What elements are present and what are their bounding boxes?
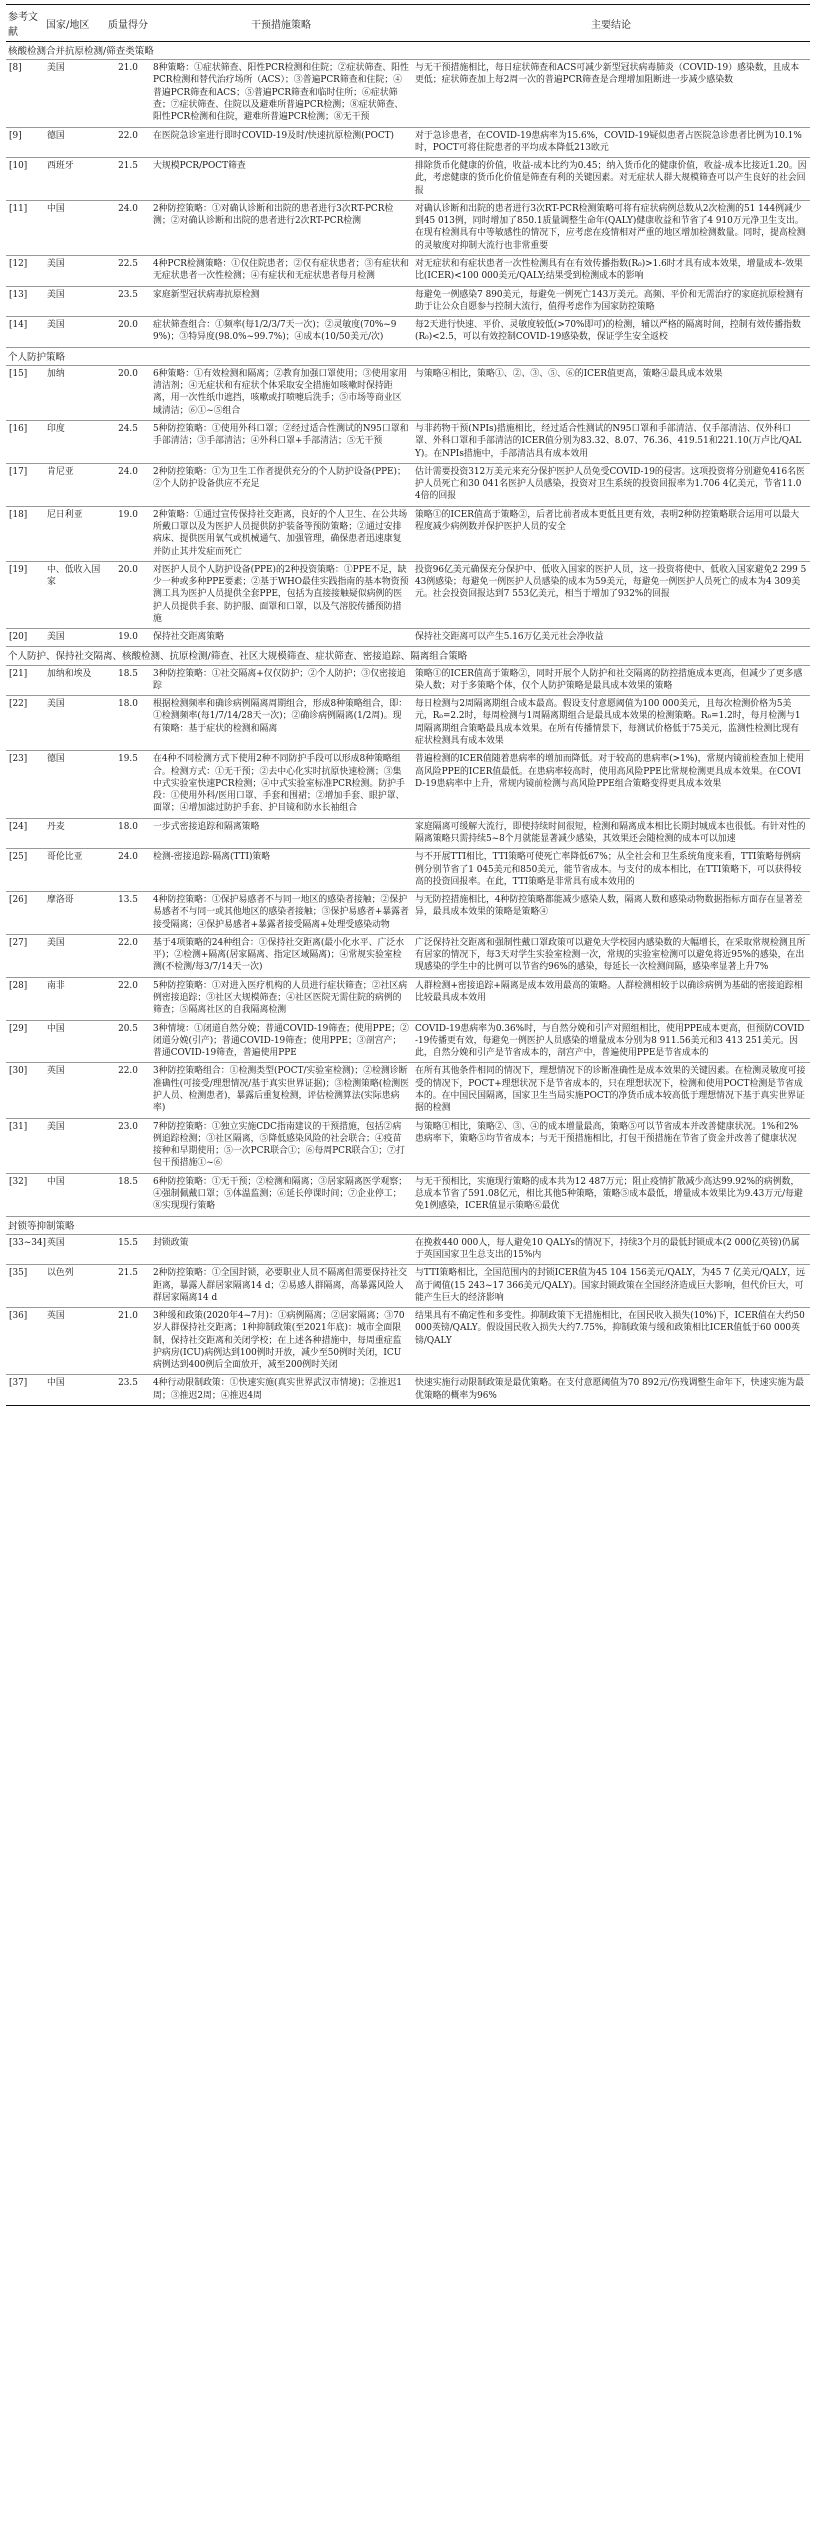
score-cell: 21.5 [106,158,150,201]
section-title: 个人防护策略 [6,347,810,365]
ref-cell: [16] [6,420,44,463]
ref-cell: [29] [6,1020,44,1063]
ref-cell: [8] [6,60,44,127]
section-title: 封锁等抑制策略 [6,1216,810,1234]
strategy-cell: 4种防控策略：①保护易感者不与同一地区的感染者接触；②保护易感者不与同一或其他地区的感染者接触；③保护易感者+暴露者接受隔离；④保护易感者+暴露者接受隔离+处理受感染动物 [150,892,412,935]
country-cell: 美国 [44,60,106,127]
conclusion-cell: 与无防控措施相比，4种防控策略都能减少感染人数，隔离人数和感染动物数据指标方面存在显著差异，最具成本效果的策略是策略④ [412,892,810,935]
score-cell: 19.0 [106,506,150,561]
table-row [6,200,810,255]
table-row [6,463,810,506]
country-cell: 摩洛哥 [44,892,106,935]
header-row [6,5,810,42]
strategy-cell: 7种防控策略：①独立实施CDC指南建议的干预措施，包括②病例追踪检测；③社区隔离，⑤降低感染风险的社会联合；④疫苗接种和早期使用；⑤一次PCR联合①；⑥每周PCR联合①；⑦打包干预措施①~⑥ [150,1118,412,1173]
conclusion-cell: 结果具有不确定性和多变性。抑制政策下无措施相比，在国民收入损失(10%)下，ICER值在大约50 000英镑/QALY。假设国民收入损失大约7.75%，抑制政策与缓和政策相比ICER值低于60 000英镑/QALY [412,1308,810,1375]
table-row [6,977,810,1020]
strategy-cell: 基于4项策略的24种组合：①保持社交距离(最小化水平、广泛水平)；②检测+隔离(居家隔离、指定区域隔离)；④常规实验室检测(不检测/每3/7/14天一次) [150,934,412,977]
table-row [6,892,810,935]
conclusion-cell: 估计需要投资312万美元来充分保护医护人员免受COVID-19的侵害。这项投资将分别避免416名医护人员死亡和30 041名医护人员感染，投资对卫生系统的投资回报率为1.706 4亿美元，节省11.04倍的回报 [412,463,810,506]
score-cell: 20.0 [106,317,150,348]
conclusion-cell: 与不开展TTI相比，TTI策略可使死亡率降低67%；从全社会和卫生系统角度来看，TTI策略每例病例分别节省了1 045美元和850美元，能节省成本。与支付的成本相比，在TTI策略下，可以获得较高的投资回报率。在此，TTI策略是非常具有成本效用的 [412,849,810,892]
table-row [6,1375,810,1406]
country-cell: 美国 [44,317,106,348]
country-cell: 英国 [44,1234,106,1265]
country-cell: 南非 [44,977,106,1020]
score-cell: 13.5 [106,892,150,935]
conclusion-cell: 快速实施行动限制政策是最优策略。在支付意愿阈值为70 892元/伤残调整生命年下，快速实施为最优策略的概率为96% [412,1375,810,1406]
conclusion-cell: 家庭隔离可缓解大流行，即使持续时间很短，检测和隔离成本相比长期封城成本也很低。有针对性的隔离策略只需持续5~8个月就能显著减少感染，其效果还会随检测的成本可以加速 [412,818,810,849]
strategy-cell: 对医护人员个人防护设备(PPE)的2种投资策略：①PPE不足，缺少一种或多种PPE要素；②基于WHO最佳实践指南的基本物资预测工具为医护人员提供全套PPE，包括为直接接触疑似病例的医护人员提供手套、防护服、面罩和口罩，以及气溶胶传播预防措施 [150,561,412,628]
table-row [6,849,810,892]
country-cell: 西班牙 [44,158,106,201]
score-cell: 21.5 [106,1265,150,1308]
strategy-cell: 2种防控策略：①全国封锁，必要职业人员不隔离但需要保持社交距离，暴露人群居家隔离14 d；②易感人群隔离，高暴露风险人群居家隔离14 d [150,1265,412,1308]
ref-cell: [22] [6,696,44,751]
score-cell: 19.5 [106,751,150,818]
strategy-cell: 8种策略：①症状筛查、阳性PCR检测和住院；②症状筛查、阳性PCR检测和替代治疗场所（ACS）；③普遍PCR筛查和住院；④普遍PCR筛查和ACS；⑤普遍PCR筛查和临时住所；⑥症状筛查；⑦症状筛查、住院以及避难所普遍PCR检测；⑧症状筛查、阳性PCR检测和住院，避难所普遍PCR检测；⑧无干预 [150,60,412,127]
score-cell: 23.0 [106,1118,150,1173]
ref-cell: [28] [6,977,44,1020]
country-cell: 加纳 [44,365,106,420]
strategy-cell: 6种策略：①有效检测和隔离；②教育加强口罩使用；③使用家用清洁剂；④无症状和有症状个体采取安全措施如咳嗽时保持距离，用一次性纸巾遮挡，咳嗽或打喷嚏后洗手；⑤市场等商业区域清洁；⑥①~⑤组合 [150,365,412,420]
conclusion-cell: 投资96亿美元确保充分保护中、低收入国家的医护人员，这一投资将使中、低收入国家避免2 299 543例感染；每避免一例医护人员感染的成本为59美元，每避免一例医护人员死亡的成本为4 309美元。社会投资回报达到7 553亿美元，相当于增加了932%的回报 [412,561,810,628]
strategy-cell: 在4种不同检测方式下使用2种不同防护手段可以形成8种策略组合。检测方式：①无干预；②去中心化实时抗原快速检测；③集中式实验室快速PCR检测；④中式实验室标准PCR检测。防护手段：①使用外科/医用口罩、手套和围裙；②增加手套、眼护罩、面罩；④增加滤过防护手套、护目镜和防水长袖组合 [150,751,412,818]
country-cell: 印度 [44,420,106,463]
conclusion-cell: 保持社交距离可以产生5.16万亿美元社会净收益 [412,629,810,647]
ref-cell: [33~34] [6,1234,44,1265]
ref-cell: [31] [6,1118,44,1173]
conclusion-cell: 与策略④相比，策略①、②、③、⑤、⑥的ICER值更高，策略④最具成本效果 [412,365,810,420]
evidence-table [6,4,810,1406]
table-row [6,1118,810,1173]
ref-cell: [21] [6,665,44,696]
strategy-cell: 3种情境：①闭道自然分娩；普通COVID-19筛查；使用PPE；②闭道分娩(引产)；普通COVID-19筛查；使用PPE；③剖宫产；普通COVID-19筛查，普遍使用PPE [150,1020,412,1063]
strategy-cell: 4种行动限制政策：①快速实施(真实世界武汉市情境)；②推迟1周；③推迟2周；④推迟4周 [150,1375,412,1406]
section-header-row [6,42,810,60]
country-cell: 丹麦 [44,818,106,849]
table-row [6,1308,810,1375]
col-header-score: 质量得分 [106,5,150,42]
table-row [6,127,810,158]
table-row [6,60,810,127]
table-row [6,158,810,201]
ref-cell: [32] [6,1173,44,1216]
conclusion-cell: 排除货币化健康的价值，收益-成本比约为0.45；纳入货币化的健康价值，收益-成本比接近1.20。因此，考虑健康的货币化价值是筛查有利的关键因素。对无症状人群大规模筛查可以产生良好的社会回报 [412,158,810,201]
score-cell: 18.0 [106,696,150,751]
table-row [6,420,810,463]
strategy-cell: 5种防控策略：①使用外科口罩；②经过适合性测试的N95口罩和手部清洁；③手部清洁；④外科口罩+手部清洁；⑤无干预 [150,420,412,463]
score-cell: 18.5 [106,1173,150,1216]
table-row [6,256,810,287]
conclusion-cell: 与TTI策略相比，全国范围内的封锁ICER值为45 104 156美元/QALY，为45 7 亿美元/QALY，远高于阈值(15 243~17 366美元/QALY)。国家封锁政策在全国经济造成巨大影响，但代价巨大，可能产生巨大的经济影响 [412,1265,810,1308]
table-row [6,286,810,317]
country-cell: 美国 [44,256,106,287]
conclusion-cell: 策略①的ICER值高于策略②，同时开展个人防护和社交隔离的防控措施成本更高，但减少了更多感染人数；对于多策略个体，仅个人防护策略是最具成本效果的策略 [412,665,810,696]
table-row [6,317,810,348]
score-cell: 18.5 [106,665,150,696]
country-cell: 中国 [44,200,106,255]
ref-cell: [19] [6,561,44,628]
table-row [6,1234,810,1265]
strategy-cell: 根据检测频率和确诊病例隔离周期组合，形成8种策略组合，即：①检测频率(每1/7/14/28天一次)；②确诊病例隔离(1/2周)。现有策略：基于症状的检测和隔离 [150,696,412,751]
col-header-conclusion: 主要结论 [412,5,810,42]
country-cell: 美国 [44,1118,106,1173]
country-cell: 以色列 [44,1265,106,1308]
ref-cell: [15] [6,365,44,420]
country-cell: 加纳和埃及 [44,665,106,696]
ref-cell: [12] [6,256,44,287]
ref-cell: [24] [6,818,44,849]
section-header-row [6,647,810,665]
score-cell: 24.5 [106,420,150,463]
country-cell: 尼日利亚 [44,506,106,561]
conclusion-cell: 普遍检测的ICER值随着患病率的增加而降低。对于较高的患病率(>1%)，常规内镜前检查加上使用高风险PPE的ICER值最低。在患病率较高时，使用高风险PPE比常规检测更具成本效果。在COVID-19患病率中上升，常规内镜前检测与高风险PPE组合策略变得更具成本效果 [412,751,810,818]
score-cell: 15.5 [106,1234,150,1265]
table-row [6,561,810,628]
ref-cell: [13] [6,286,44,317]
score-cell: 19.0 [106,629,150,647]
country-cell: 美国 [44,934,106,977]
score-cell: 24.0 [106,463,150,506]
score-cell: 18.0 [106,818,150,849]
country-cell: 美国 [44,696,106,751]
conclusion-cell: 在所有其他条件相同的情况下，理想情况下的诊断准确性是成本效果的关键因素。在检测灵敏度可接受的情况下，POCT+理想状况下是节省成本的，只在理想状况下，检测和使用POCT检测是节省成本的。在中国民国隔离，国家卫生当局实施POCT的净货币成本较高低于理想情况下基于真实世界证据的检测 [412,1063,810,1118]
country-cell: 德国 [44,751,106,818]
conclusion-cell: 广泛保持社交距离和强制性戴口罩政策可以避免大学校园内感染数的大幅增长，在采取常规检测且所有居家的情况下，每3天对学生实验室检测一次，常规的实验室检测可以避免将近95%的感染，在出现感染的学生中的比例可以节省约96%的感染，每延长一次检测间隔，感染率显著上升7% [412,934,810,977]
country-cell: 哥伦比亚 [44,849,106,892]
ref-cell: [20] [6,629,44,647]
table-row [6,934,810,977]
table-row [6,665,810,696]
section-title: 核酸检测合并抗原检测/筛查类策略 [6,42,810,60]
conclusion-cell: COVID-19患病率为0.36%时，与自然分娩和引产对照组相比，使用PPE成本更高，但预防COVID-19传播更有效，每避免一例医护人员感染的增量成本分别为8 911.56美元和3 413 251美元。因此，自然分娩和引产是节省成本的，剖宫产中，普遍使用PPE是节省成本的 [412,1020,810,1063]
strategy-cell: 2种防控策略：①为卫生工作者提供充分的个人防护设备(PPE)；②个人防护设备供应不充足 [150,463,412,506]
ref-cell: [25] [6,849,44,892]
table-row [6,629,810,647]
score-cell: 23.5 [106,1375,150,1406]
section-title: 个人防护、保持社交隔离、核酸检测、抗原检测/筛查、社区大规模筛查、症状筛查、密接追踪、隔离组合策略 [6,647,810,665]
ref-cell: [9] [6,127,44,158]
conclusion-cell: 与无干预措施相比，每日症状筛查和ACS可减少新型冠状病毒肺炎（COVID-19）感染数，且成本更低；症状筛查加上每2周一次的普遍PCR筛查是合理增加阻断进一步减少感染数 [412,60,810,127]
country-cell: 德国 [44,127,106,158]
ref-cell: [36] [6,1308,44,1375]
ref-cell: [18] [6,506,44,561]
ref-cell: [11] [6,200,44,255]
col-header-country: 国家/地区 [44,5,106,42]
section-header-row [6,1216,810,1234]
strategy-cell: 大规模PCR/POCT筛查 [150,158,412,201]
ref-cell: [17] [6,463,44,506]
strategy-cell: 5种防控策略：①对进入医疗机构的人员进行症状筛查；②社区病例密接追踪；③社区大规模筛查；④社区医院无需住院的病例的筛查；⑤隔离社区的自我隔离检测 [150,977,412,1020]
strategy-cell: 4种PCR检测策略：①仅住院患者；②仅有症状患者；③有症状和无症状患者一次性检测；④有症状和无症状患者每月检测 [150,256,412,287]
ref-cell: [35] [6,1265,44,1308]
country-cell: 中国 [44,1020,106,1063]
score-cell: 21.0 [106,60,150,127]
ref-cell: [26] [6,892,44,935]
score-cell: 22.0 [106,127,150,158]
strategy-cell: 3种防控策略：①社交隔离+仅仅防护；②个人防护；③仅密接追踪 [150,665,412,696]
score-cell: 23.5 [106,286,150,317]
strategy-cell: 检测-密接追踪-隔离(TTI)策略 [150,849,412,892]
country-cell: 肯尼亚 [44,463,106,506]
table-row [6,696,810,751]
score-cell: 22.5 [106,256,150,287]
conclusion-cell: 每避免一例感染7 890美元，每避免一例死亡143万美元。高频、平价和无需治疗的家庭抗原检测有助于让公众自愿参与控制大流行，值得考虑作为国家防控策略 [412,286,810,317]
conclusion-cell: 与无干预相比，实施现行策略的成本共为12 487万元；阻止疫情扩散减少高达99.92%的病例数，总成本节省了591.08亿元，相比其他5种策略，策略⑤成本最低，增量成本效果比为9.43万元/每避免1例感染，ICER值显示策略⑥最优 [412,1173,810,1216]
score-cell: 22.0 [106,1063,150,1118]
table-body [6,42,810,1406]
strategy-cell: 家庭新型冠状病毒抗原检测 [150,286,412,317]
ref-cell: [27] [6,934,44,977]
conclusion-cell: 对于急诊患者，在COVID-19患病率为15.6%，COVID-19疑似患者占医院急诊患者比例为10.1%时，POCT可将住院患者的平均成本降低213欧元 [412,127,810,158]
strategy-cell: 2种策略：①通过宣传保持社交距离，良好的个人卫生、在公共场所戴口罩以及为医护人员提供防护装备等预防策略；②通过安排病床、提供医用氧气或机械通气、加强管理，确保患者迅速康复并防止其并发症而死亡 [150,506,412,561]
score-cell: 22.0 [106,977,150,1020]
score-cell: 21.0 [106,1308,150,1375]
ref-cell: [37] [6,1375,44,1406]
ref-cell: [14] [6,317,44,348]
col-header-strategy: 干预措施策略 [150,5,412,42]
strategy-cell: 3种缓和政策(2020年4~7月)：①病例隔离；②居家隔离；③70岁人群保持社交距离；1种抑制政策(至2021年底)：城市全面限制，保持社交距离和关闭学校；在上述各种措施中，每周重症监护病房(ICU)病例达到100例时开放，减少至50例时关闭，ICU病例达到400例后全面放开，减至200例时关闭 [150,1308,412,1375]
table-row [6,818,810,849]
strategy-cell: 症状筛查组合：①频率(每1/2/3/7天一次)；②灵敏度(70%~99%)；③特异度(98.0%~99.7%)；④成本(10/50美元/次) [150,317,412,348]
score-cell: 24.0 [106,849,150,892]
conclusion-cell: 对确认诊断和出院的患者进行3次RT-PCR检测策略可将有症状病例总数从2次检测的51 144例减少到45 013例，同时增加了850.1质量调整生命年(QALY)健康收益和节省了4 910万元净卫生支出。在现有检测具有中等敏感性的情况下，应考虑在疫情相对严重的地区增加检测数量。同时，提高检测的灵敏度对抑制大流行也非常重要 [412,200,810,255]
conclusion-cell: 与策略①相比，策略②、③、④的成本增量最高，策略⑤可以节省成本并改善健康状况。1%和2%患病率下，策略⑤均节省成本；与无干预措施相比，打包干预措施在节省了资金并改善了健康状况 [412,1118,810,1173]
ref-cell: [30] [6,1063,44,1118]
col-header-ref: 参考文献 [6,5,44,42]
score-cell: 24.0 [106,200,150,255]
strategy-cell: 封锁政策 [150,1234,412,1265]
section-header-row [6,347,810,365]
strategy-cell: 一步式密接追踪和隔离策略 [150,818,412,849]
table-row [6,1173,810,1216]
conclusion-cell: 与非药物干预(NPIs)措施相比，经过适合性测试的N95口罩和手部清洁、仅手部清洁、仅外科口罩、外科口罩和手部清洁的ICER值分别为83.32、8.07、76.36、419.51和221.10(万卢比/QALY)。在NPIs措施中，手部清洁具有成本效用 [412,420,810,463]
score-cell: 20.0 [106,561,150,628]
country-cell: 中国 [44,1173,106,1216]
table-row [6,1020,810,1063]
strategy-cell: 保持社交距离策略 [150,629,412,647]
strategy-cell: 6种防控策略：①无干预；②检测和隔离；③居家隔离医学观察；④强制佩戴口罩；⑤体温监测；⑥延长停课时间；⑦企业停工；⑧实现现行策略 [150,1173,412,1216]
conclusion-cell: 策略①的ICER值高于策略②，后者比前者成本更低且更有效，表明2种防控策略联合运用可以最大程度减少病例数并保护医护人员的安全 [412,506,810,561]
score-cell: 20.0 [106,365,150,420]
table-row [6,751,810,818]
strategy-cell: 2种防控策略：①对确认诊断和出院的患者进行3次RT-PCR检测；②对确认诊断和出院的患者进行2次RT-PCR检测 [150,200,412,255]
country-cell: 英国 [44,1308,106,1375]
ref-cell: [23] [6,751,44,818]
table-row [6,506,810,561]
table-row [6,365,810,420]
conclusion-cell: 人群检测+密接追踪+隔离是成本效用最高的策略。人群检测相较于以确诊病例为基础的密接追踪相比较最具成本效用 [412,977,810,1020]
conclusion-cell: 每日检测与2周隔离期组合成本最高。假设支付意愿阈值为100 000美元，且每次检测价格为5美元，R₀=2.2时，每周检测与1周隔离期组合是最具成本效果的检测策略。R₀=1.2时，每月检测与1周隔离期组合策略最具成本效果。在所有传播情景下，每测试价格低于75美元，监测性检测比现有症状检测具有成本效果 [412,696,810,751]
country-cell: 美国 [44,629,106,647]
country-cell: 美国 [44,286,106,317]
country-cell: 英国 [44,1063,106,1118]
strategy-cell: 3种防控策略组合：①检测类型(POCT/实验室检测)；②检测诊断准确性(可接受/理想情况/基于真实世界证据)；③检测策略(检测医护人员、检测患者)，暴露后重复检测，评估检测算法(实际患病率) [150,1063,412,1118]
conclusion-cell: 每2天进行快速、平价、灵敏度较低(>70%即可)的检测，辅以严格的隔离时间，控制有效传播指数(R₀)<2.5，可以有效控制COVID-19感染数，保证学生安全返校 [412,317,810,348]
conclusion-cell: 在挽救440 000人，每人避免10 QALYs的情况下，持续3个月的最低封锁成本(2 000亿英镑)仍属于英国国家卫生总支出的15%内 [412,1234,810,1265]
conclusion-cell: 对无症状和有症状患者一次性检测具有在有效传播指数(R₀)>1.6时才具有成本效果，增量成本-效果比(ICER)<100 000美元/QALY;结果受到检测成本的影响 [412,256,810,287]
table-row [6,1063,810,1118]
ref-cell: [10] [6,158,44,201]
country-cell: 中、低收入国家 [44,561,106,628]
table-row [6,1265,810,1308]
strategy-cell: 在医院急诊室进行即时COVID-19及时/快速抗原检测(POCT) [150,127,412,158]
score-cell: 20.5 [106,1020,150,1063]
country-cell: 中国 [44,1375,106,1406]
score-cell: 22.0 [106,934,150,977]
